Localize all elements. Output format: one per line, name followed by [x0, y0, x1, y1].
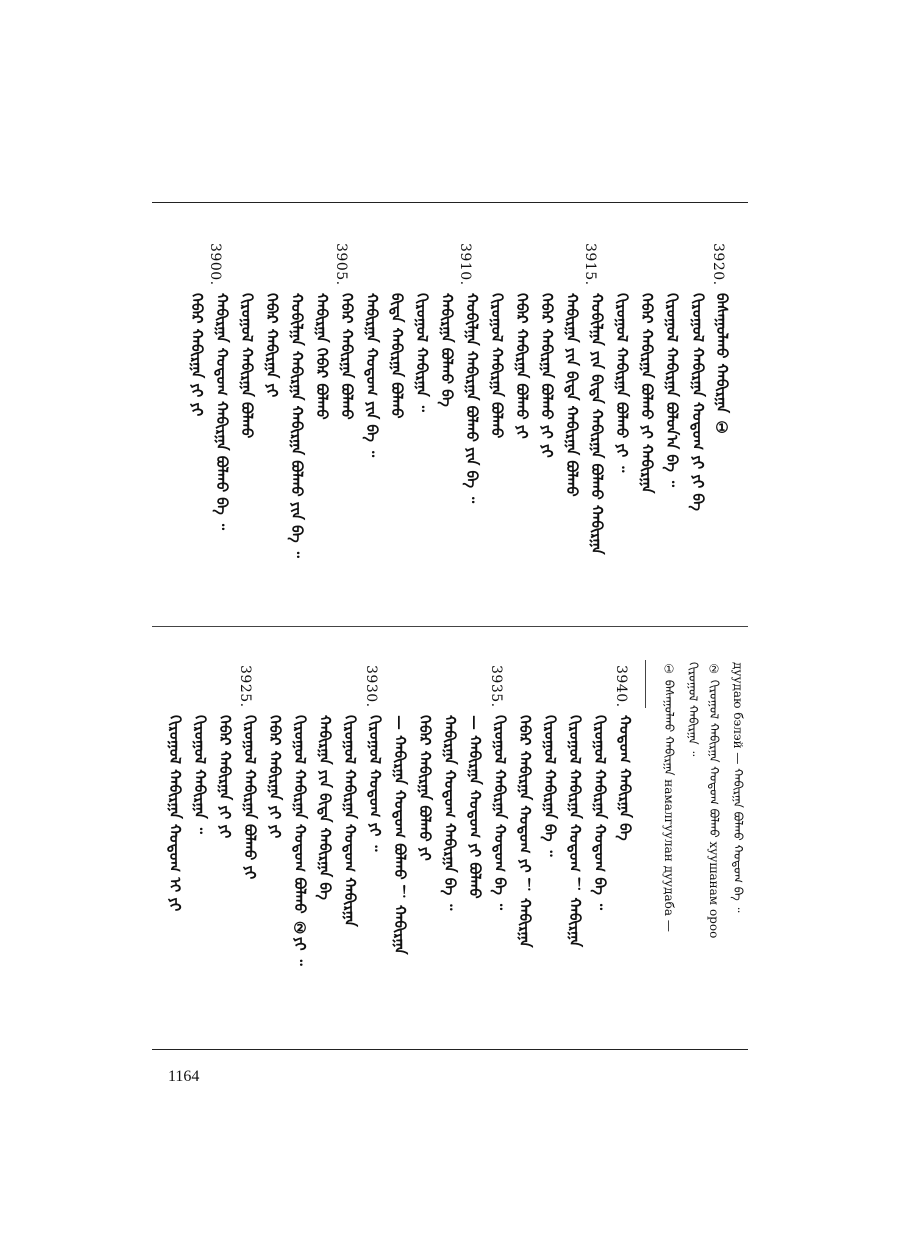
verse-line: ᠬᠤᠪᠢᠯᠭᠠ ᠬᠠᠪᠢᠷᠭᠠ ᠪᠣᠯᠬᠤ ᠶᠢᠨ ᠪᠡ ᠃	[463, 293, 481, 504]
verse-line: ᠬᠢᠷᠤᠭᠤᠯ ᠬᠠᠪᠢᠷᠭᠠ ᠪᠡ ᠃	[541, 715, 559, 857]
line-number: 3925.	[237, 665, 253, 708]
verse-line: ᠪᠢᠳᠡ ᠬᠠᠪᠢᠷᠭᠠ ᠪᠣᠯᠬᠤ	[388, 293, 406, 419]
verse-line: ᠬᠡᠪᠡᠷ ᠬᠠᠪᠢᠷᠭᠠ ᠪᠣᠯᠬᠤ ᠶᠢ ᠬᠠᠪᠢᠷᠭᠠ	[638, 293, 656, 494]
verse-line: ᠬᠡᠪᠡᠷ ᠬᠠᠪᠢᠷᠭᠠ ᠶᠢ ᠶᠢ	[216, 715, 234, 839]
verse-line: ᠪᠠᠰᠠᠭᠤᠯᠬᠤ ᠬᠠᠪᠢᠷᠭᠠ ①	[713, 293, 731, 437]
footnote	[683, 662, 704, 756]
verse-line: ᠬᠡᠪᠡᠷ ᠬᠠᠪᠢᠷᠭᠠ ᠪᠣᠯᠬᠤ	[338, 293, 356, 420]
footnote-text: дуудаю бэлэй — ᠬᠠᠪᠢᠷᠭᠠ ᠪᠣᠯᠬᠤ ᠬᠤᠳᠤᠭ ᠪᠡ ᠃	[731, 662, 745, 913]
line-number: 3930.	[363, 665, 379, 708]
verse-line: ᠬᠢᠷᠤᠭᠤᠯ ᠬᠠᠪᠢᠷᠭᠠ ᠪᠣᠯᠬᠤ	[238, 293, 256, 439]
middle-rule	[152, 626, 748, 627]
verse-line: ᠬᠤᠳᠤᠭ ᠬᠠᠪᠢᠷᠭᠠ ᠪᠡ	[616, 715, 634, 841]
verse-line: ᠬᠡᠪᠡᠷ ᠬᠠᠪᠢᠷᠭᠠ ᠶᠢ ᠶᠢ	[188, 293, 206, 417]
verse-line: ᠬᠡᠪᠡᠷ ᠬᠠᠪᠢᠷᠭᠠ ᠪᠣᠯᠬᠤ ᠶᠢ	[513, 293, 531, 439]
verse-line: ᠬᠢᠷᠤᠭᠤᠯ ᠬᠠᠪᠢᠷᠭᠠ ᠬᠤᠳᠤᠭ ᠪᠡ ᠃	[491, 715, 509, 910]
verse-line: ᠬᠢᠷᠤᠭᠤᠯ ᠬᠠᠪᠢᠷᠭᠠ ᠃	[191, 715, 209, 834]
verse-line: ᠬᠢᠷᠤᠭᠤᠯ ᠬᠠᠪᠢᠷᠭᠠ ᠬᠤᠳᠤᠭ ᠬᠠᠪᠢᠷᠭᠠ	[341, 715, 359, 927]
verse-line: — ᠬᠠᠪᠢᠷᠭᠠ ᠬᠤᠳᠤᠭ ᠪᠣᠯᠬᠤ ！ ᠬᠠᠪᠢᠷᠭᠠ	[391, 715, 409, 955]
verse-line: ᠬᠢᠷᠤᠭᠤᠯ ᠬᠠᠪᠢᠷᠭᠠ ᠪᠣᠯᠬᠤ	[488, 293, 506, 439]
top-rule	[152, 202, 748, 203]
verse-line: ᠬᠤᠪᠢᠯᠭᠠ ᠬᠠᠪᠢᠷᠭᠠ ᠬᠠᠪᠢᠷᠭᠠ ᠪᠣᠯᠬᠤ ᠶᠢᠨ ᠪᠡ ᠃	[288, 293, 306, 558]
verse-line: ᠬᠡᠪᠡᠷ ᠬᠠᠪᠢᠷᠭᠠ ᠪᠣᠯᠬᠤ ᠶᠢ ᠶᠢ	[538, 293, 556, 458]
verse-line: ᠬᠠᠪᠢᠷᠭᠠ ᠶᠢᠨ ᠪᠢᠳᠡ ᠬᠠᠪᠢᠷᠭᠠ ᠪᠣᠯᠬᠤ	[563, 293, 581, 497]
verse-line: ᠬᠢᠷᠤᠭᠤᠯ ᠬᠠᠪᠢᠷᠭᠠ ᠬᠤᠳᠤᠭ ！ ᠬᠠᠪᠢᠷᠭᠠ	[566, 715, 584, 948]
line-number: 3940.	[613, 665, 629, 708]
verse-line: ᠬᠠᠪᠢᠷᠭᠠ ᠬᠤᠳᠤᠭ ᠶᠢᠨ ᠪᠡ ᠃	[363, 293, 381, 458]
line-number: 3915.	[582, 243, 598, 286]
footnote-separator	[645, 660, 646, 708]
verse-line: ᠬᠢᠷᠤᠭᠤᠯ ᠬᠠᠪᠢᠷᠭᠠ ᠪᠣᠯᠤᠨ᠎ᠠ ᠪᠡ ᠃	[663, 293, 681, 488]
line-number: 3900.	[207, 243, 223, 286]
verse-line: ᠬᠠᠪᠢᠷᠭᠠ ᠬᠤᠳᠤᠭ ᠬᠠᠪᠢᠷᠭᠠ ᠪᠣᠯᠬᠤ ᠪᠡ ᠃	[213, 293, 231, 530]
verse-line: ᠬᠢᠷᠤᠭᠤᠯ ᠬᠠᠪᠢᠷᠭᠠ ᠪᠣᠯᠬᠤ ᠶᠢ	[241, 715, 259, 880]
verse-line: ᠬᠠᠪᠢᠷᠭᠠ ᠶᠢᠨ ᠪᠢᠳᠡ ᠬᠠᠪᠢᠷᠭᠠ ᠪᠡ	[316, 715, 334, 900]
verse-line: ᠬᠡᠪᠡᠷ ᠬᠠᠪᠢᠷᠭᠠ ᠶᠢ ᠶᠢ	[266, 715, 284, 839]
verse-line: ᠬᠤᠪᠢᠯᠭᠠ ᠶᠢᠨ ᠪᠢᠳᠡ ᠬᠠᠪᠢᠷᠭᠠ ᠪᠣᠯᠬᠤ ᠬᠠᠪᠢᠷᠭᠠ	[588, 293, 606, 555]
verse-line: ᠬᠢᠷᠤᠭᠤᠯ ᠬᠠᠪᠢᠷᠭᠠ ᠬᠤᠳᠤᠭ ᠪᠡ ᠃	[591, 715, 609, 910]
verse-line: ᠬᠡᠪᠡᠷ ᠬᠠᠪᠢᠷᠭᠠ ᠪᠣᠯᠬᠤ ᠶᠢ	[416, 715, 434, 861]
verse-line: ᠬᠢᠷᠤᠭᠤᠯ ᠬᠠᠪᠢᠷᠭᠠ ᠪᠣᠯᠬᠤ ᠶᠢ ᠃	[613, 293, 631, 473]
verse-line: ᠬᠠᠪᠢᠷᠭᠠ ᠬᠤᠳᠤᠭ ᠬᠠᠪᠢᠷᠭᠠ ᠪᠡ ᠃	[441, 715, 459, 911]
footnote	[728, 662, 749, 913]
line-number: 3905.	[333, 243, 349, 286]
footnote	[659, 662, 680, 932]
verse-line: ᠬᠢᠷᠤᠭᠤᠯ ᠬᠠᠪᠢᠷᠭᠠ ᠬᠤᠳᠤᠭ ᠢ ᠶᠢ	[166, 715, 184, 912]
footnote-mark: ①	[662, 662, 676, 676]
footnote-text: ᠬᠢᠷᠤᠭᠤᠯ ᠬᠠᠪᠢᠷᠭᠠ ᠃	[686, 662, 700, 757]
verse-line: ᠬᠡᠪᠡᠷ ᠬᠠᠪᠢᠷᠭᠠ ᠶᠢ	[263, 293, 281, 398]
footnote-mark: ②	[707, 662, 721, 676]
page-number: 1164	[168, 1068, 200, 1085]
line-number: 3935.	[488, 665, 504, 708]
verse-line: ᠬᠢᠷᠤᠭᠤᠯ ᠬᠤᠳᠤᠭ ᠶᠢ ᠃	[366, 715, 384, 852]
footnote-text: ᠪᠠᠰᠠᠭᠤᠯᠬᠤ ᠬᠠᠪᠢᠷᠭᠠ намалгуулан дуудаба —	[662, 679, 676, 932]
bottom-rule	[152, 1049, 748, 1050]
verse-line: ᠬᠢᠷᠤᠭᠤᠯ ᠬᠠᠪᠢᠷᠭᠠ ᠃	[413, 293, 431, 412]
verse-line: — ᠬᠠᠪᠢᠷᠭᠠ ᠬᠤᠳᠤᠭ ᠶᠢ ᠪᠣᠯᠬᠤ	[466, 715, 484, 899]
line-number: 3910.	[457, 243, 473, 286]
verse-line: ᠬᠢᠷᠤᠭᠤᠯ ᠬᠠᠪᠢᠷᠭᠠ ᠬᠤᠳᠤᠭ ᠶᠢ ᠶᠢ ᠪᠡ	[689, 293, 707, 511]
verse-line: ᠬᠢᠷᠤᠭᠤᠯ ᠬᠠᠪᠢᠷᠭᠠ ᠬᠤᠳᠤᠭ ᠪᠣᠯᠬᠤ ②ᠶᠢ ᠃	[291, 715, 309, 966]
verse-line: ᠬᠠᠪᠢᠷᠭᠠ ᠬᠡᠪᠡᠷ ᠪᠣᠯᠬᠤ	[313, 293, 331, 420]
footnote	[704, 662, 725, 938]
line-number: 3920.	[710, 243, 726, 286]
footnote-text: ᠬᠢᠷᠤᠭᠤᠯ ᠬᠠᠪᠢᠷᠭᠠ ᠬᠤᠳᠤᠭ ᠪᠣᠯᠬᠤ хуушанам ороо	[707, 679, 721, 939]
verse-line: ᠬᠡᠪᠡᠷ ᠬᠠᠪᠢᠷᠭᠠ ᠬᠤᠳᠤᠭ ᠶᠢ ！ ᠬᠠᠪᠢᠷᠭᠠ	[516, 715, 534, 948]
verse-line: ᠬᠠᠪᠢᠷᠭᠠ ᠪᠣᠯᠬᠤ ᠪᠡ	[438, 293, 456, 407]
